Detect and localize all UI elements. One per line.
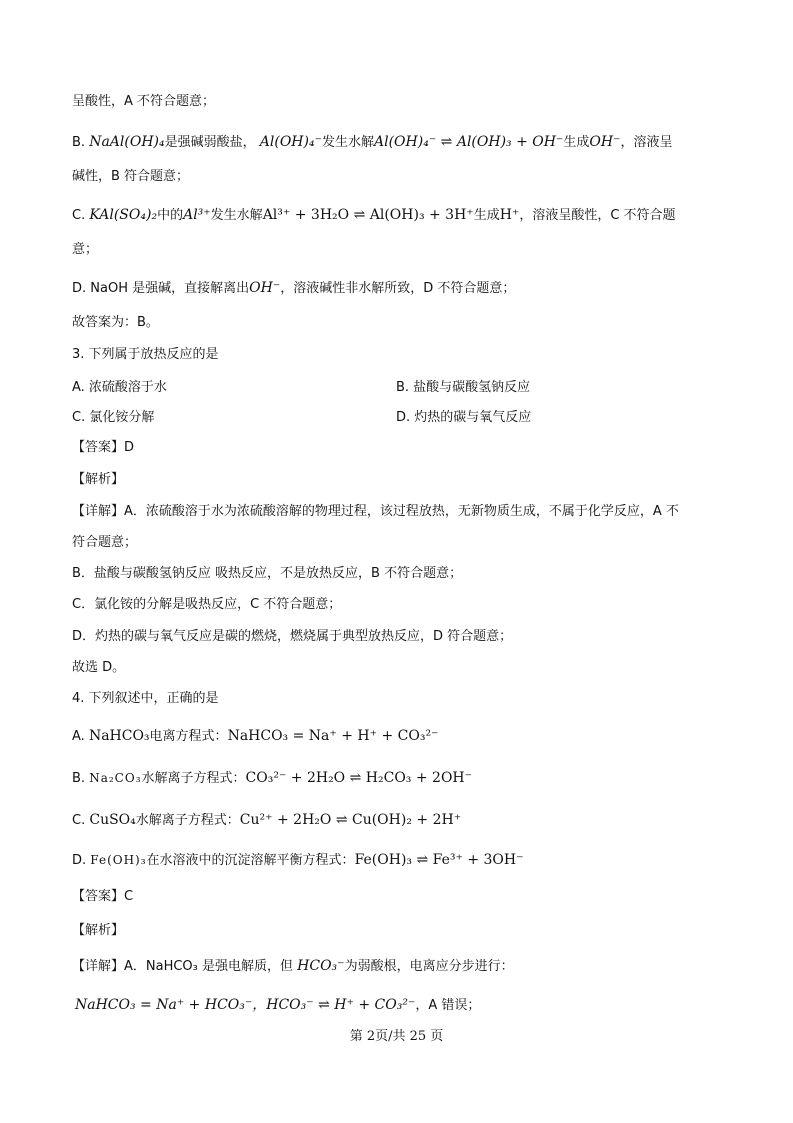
option-b-explanation xyxy=(72,132,672,153)
page-footer: 第 2页/共 25 页 xyxy=(349,1029,444,1044)
detail-line: 符合题意； xyxy=(72,535,138,550)
formula: CO₃²⁻ + 2H₂O ⇌ H₂CO₃ + 2OH⁻ xyxy=(245,770,473,786)
formula: Fe(OH)₃ xyxy=(90,853,147,867)
text-line: 故答案为：B。 xyxy=(72,315,159,330)
formula: OH⁻ xyxy=(589,134,621,150)
question-4-option-a xyxy=(72,726,438,747)
text: D. NaOH 是强碱，直接解离出 xyxy=(72,281,250,296)
formula: NaHCO₃ = Na⁺ + H⁺ + CO₃²⁻ xyxy=(227,728,439,744)
detail-line: 故选 D。 xyxy=(72,660,126,675)
formula: Al(OH)₄⁻ ⇌ Al(OH)₃ + OH⁻ xyxy=(374,134,564,150)
text-line: 呈酸性，A 不符合题意； xyxy=(72,94,216,109)
formula: H⁺ xyxy=(499,207,520,223)
text: ，溶液碱性非水解所致，D 不符合题意； xyxy=(280,281,516,296)
formula: KAl(SO₄)₂ xyxy=(89,207,158,223)
text: 为弱酸根，电离应分步进行： xyxy=(344,959,514,974)
option-c-explanation xyxy=(72,205,676,226)
detail-line: C．氯化铵的分解是吸热反应，C 不符合题意； xyxy=(72,597,342,612)
option-d-explanation xyxy=(72,278,515,299)
option-label: A. xyxy=(72,729,85,744)
formula: Al(OH)₄⁻ xyxy=(259,134,322,150)
formula: Na₂CO₃ xyxy=(89,771,142,785)
text: 水解离子方程式： xyxy=(141,771,246,786)
question-4-stem: 4. 下列叙述中，正确的是 xyxy=(72,691,219,706)
text: 【详解】A．NaHCO₃ 是强电解质，但 xyxy=(72,959,294,974)
formula: CuSO₄ xyxy=(89,812,136,828)
analysis-label: 【解析】 xyxy=(72,472,125,487)
question-4-option-d xyxy=(72,850,524,871)
question-3-option-b: B. 盐酸与碳酸氢钠反应 xyxy=(396,380,531,395)
formula: Al³⁺ + 3H₂O ⇌ Al(OH)₃ + 3H⁺ xyxy=(262,207,474,223)
question-3-option-d: D. 灼热的碳与氧气反应 xyxy=(396,410,532,425)
formula: HCO₃⁻ xyxy=(297,958,345,974)
text-line: 碱性，B 符合题意； xyxy=(72,169,190,184)
detail-line: 【详解】A．浓硫酸溶于水为浓硫酸溶解的物理过程，该过程放热，无新物质生成，不属于化学反应，A 不 xyxy=(72,504,679,519)
formula: OH⁻ xyxy=(249,280,281,296)
text: 发生水解 xyxy=(210,208,263,223)
text: ，溶液呈酸性，C 不符合题 xyxy=(519,208,676,223)
detail-line xyxy=(75,995,480,1016)
formula: Cu²⁺ + 2H₂O ⇌ Cu(OH)₂ + 2H⁺ xyxy=(239,812,462,828)
formula: Al³⁺ xyxy=(183,207,211,223)
text: 生成 xyxy=(473,208,500,223)
question-4-option-b xyxy=(72,768,472,789)
text: 是强碱弱酸盐， xyxy=(164,135,256,150)
option-label: C. xyxy=(72,813,86,828)
option-label: D. xyxy=(72,853,87,868)
answer-label: 【答案】D xyxy=(72,440,135,455)
analysis-label: 【解析】 xyxy=(72,923,125,938)
answer-label: 【答案】C xyxy=(72,889,134,904)
text: ，溶液呈 xyxy=(620,135,673,150)
detail-line xyxy=(72,956,514,977)
question-3-stem: 3. 下列属于放热反应的是 xyxy=(72,347,219,362)
detail-line: D．灼热的碳与氧气反应是碳的燃烧，燃烧属于典型放热反应，D 符合题意； xyxy=(72,629,513,644)
text: 发生水解 xyxy=(321,135,374,150)
formula: NaHCO₃ = Na⁺ + HCO₃⁻，HCO₃⁻ ⇌ H⁺ + CO₃²⁻ xyxy=(75,997,416,1013)
text: 生成 xyxy=(563,135,590,150)
text: ，A 错误； xyxy=(415,998,481,1013)
question-3-option-a: A. 浓硫酸溶于水 xyxy=(72,380,167,395)
formula: Fe(OH)₃ ⇌ Fe³⁺ + 3OH⁻ xyxy=(354,852,524,868)
text: 中的 xyxy=(157,208,184,223)
option-label: B. xyxy=(72,771,86,786)
option-label: C. xyxy=(72,208,86,223)
text: 在水溶液中的沉淀溶解平衡方程式： xyxy=(146,853,355,868)
text: 电离方程式： xyxy=(149,729,228,744)
formula: NaHCO₃ xyxy=(88,728,150,744)
question-3-option-c: C. 氯化铵分解 xyxy=(72,410,155,425)
text-line: 意； xyxy=(72,242,99,257)
detail-line: B．盐酸与碳酸氢钠反应 吸热反应，不是放热反应，B 不符合题意； xyxy=(72,566,463,581)
option-label: B. xyxy=(72,135,86,150)
text: 水解离子方程式： xyxy=(135,813,240,828)
formula: NaAl(OH)₄ xyxy=(89,134,165,150)
question-4-option-c xyxy=(72,810,461,831)
